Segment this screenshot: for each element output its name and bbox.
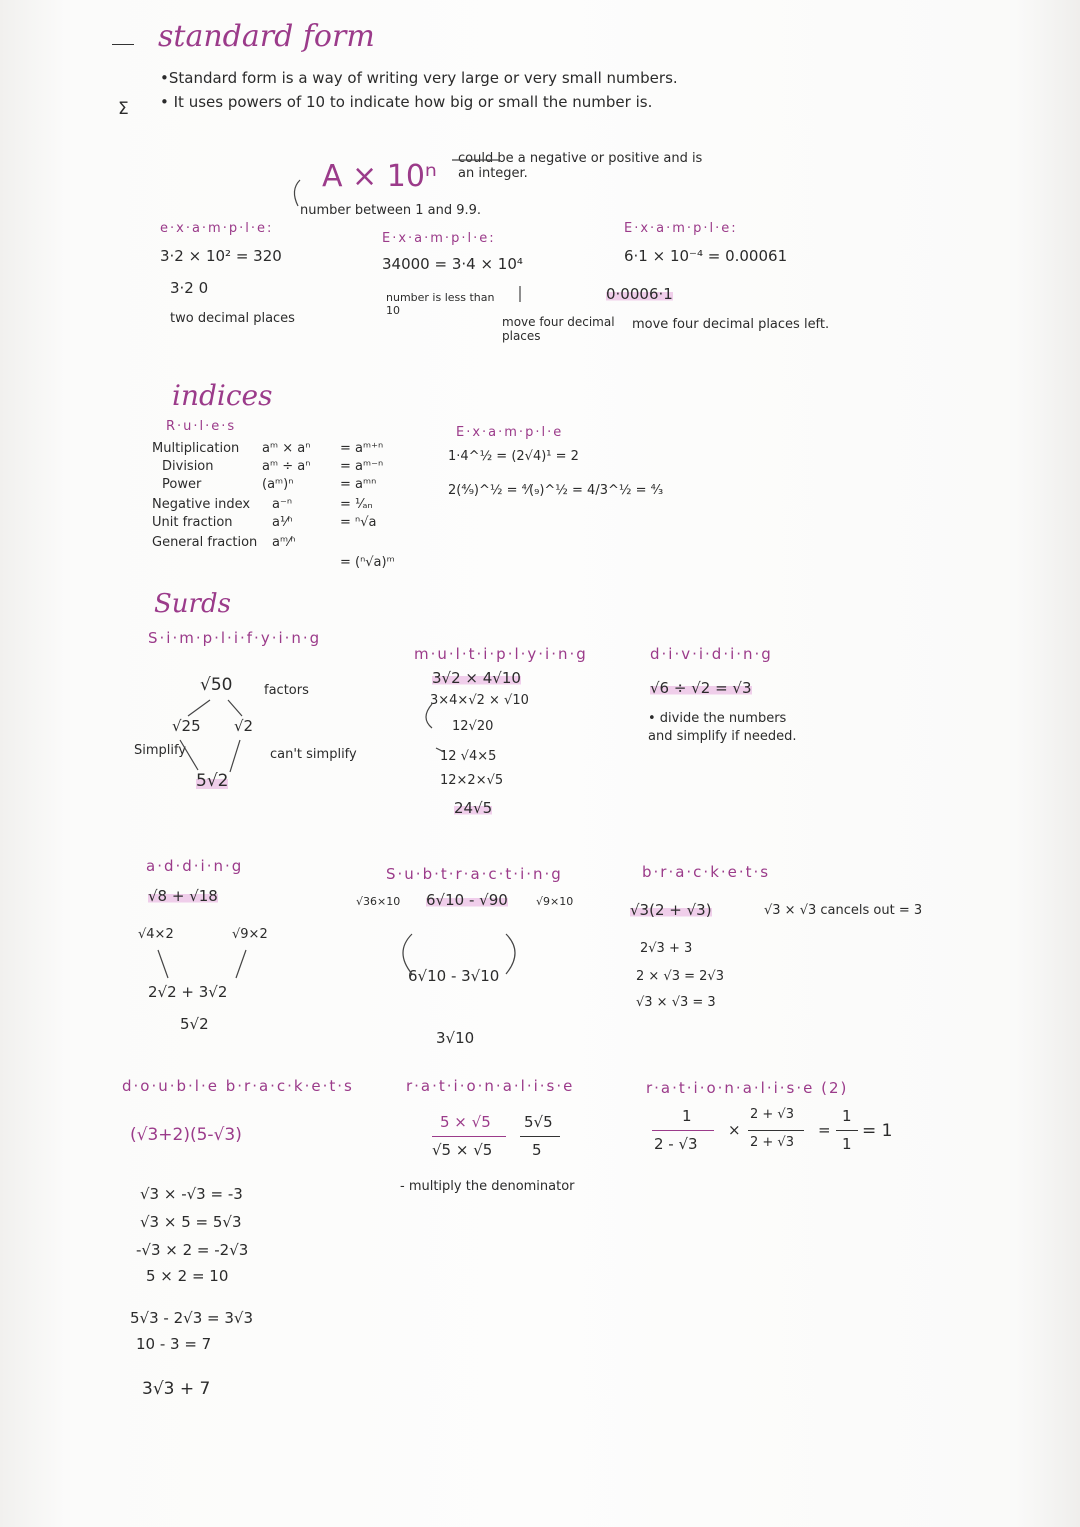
brackets-heading: b·r·a·c·k·e·t·s [642, 863, 771, 881]
multiplying-line: 12×2×√5 [440, 773, 504, 788]
rule-result: = aᵐ⁻ⁿ [340, 459, 384, 474]
rationalise-result-numerator: 5√5 [524, 1113, 553, 1131]
double-brackets-heading: d·o·u·b·l·e b·r·a·c·k·e·t·s [122, 1077, 354, 1095]
indices-example-line: 2(⁴⁄₉)^½ = ⁴⁄(₉)^½ = 4/3^½ = ⁴⁄₃ [448, 483, 664, 498]
adding-right: √9×2 [232, 927, 268, 942]
arrow-line [436, 748, 444, 752]
rule-result: = ¹⁄ₐₙ [340, 497, 373, 512]
branch-line [158, 950, 168, 978]
simplify-right: √2 [234, 717, 254, 735]
dividing-line: √6 ÷ √2 = √3 [650, 679, 752, 697]
double-brackets-step: √3 × -√3 = -3 [140, 1185, 243, 1203]
adding-heading: a·d·d·i·n·g [146, 857, 244, 875]
simplifying-heading: S·i·m·p·l·i·f·y·i·n·g [148, 629, 322, 647]
dividing-note: • divide the numbers [648, 711, 787, 726]
rule-result: = aᵐⁿ [340, 477, 377, 492]
section-title-surds: Surds [154, 589, 231, 619]
subtracting-line: 6√10 - √90 [426, 891, 508, 909]
branch-line [228, 700, 242, 716]
adding-answer: 5√2 [180, 1015, 209, 1033]
example-line: number is less than 10 [386, 291, 495, 317]
rules-heading: R·u·l·e·s [166, 419, 237, 434]
double-brackets-step: 5 × 2 = 10 [146, 1267, 229, 1285]
example-line: 3·2 × 10² = 320 [160, 247, 282, 265]
simplify-left: √25 [172, 717, 201, 735]
branch-line [230, 740, 240, 772]
rationalise-denominator: √5 × √5 [432, 1141, 493, 1159]
example-heading: E·x·a·m·p·l·e: [382, 231, 496, 246]
rationalise2-n3: 1 [842, 1107, 852, 1125]
brackets-step: 2 × √3 = 2√3 [636, 969, 724, 984]
double-brackets-answer: 3√3 + 7 [142, 1379, 211, 1399]
bracket-curve [506, 934, 515, 974]
bracket-curve [403, 934, 412, 974]
example-heading: e·x·a·m·p·l·e: [160, 221, 274, 236]
section-title-indices: indices [172, 379, 273, 412]
rationalise2-n2: 2 + √3 [750, 1107, 794, 1122]
double-brackets-combine: 10 - 3 = 7 [136, 1335, 212, 1353]
rationalise2-times: × [728, 1121, 741, 1139]
rule-expr: a⁻ⁿ [272, 497, 293, 512]
rule-result: = (ⁿ√a)ᵐ [340, 555, 395, 570]
branch-line [188, 700, 210, 716]
standard-form-formula: A × 10ⁿ [322, 159, 437, 194]
rule-name: General fraction [152, 535, 258, 550]
double-brackets-step: -√3 × 2 = -2√3 [136, 1241, 249, 1259]
rule-expr: aᵐ⁄ⁿ [272, 535, 296, 550]
formula-note-n: could be a negative or positive and is an integer. [458, 151, 703, 181]
dividing-heading: d·i·v·i·d·i·n·g [650, 645, 773, 663]
multiplying-heading: m·u·l·t·i·p·l·y·i·n·g [414, 645, 588, 663]
brackets-step: 2√3 + 3 [640, 941, 693, 956]
dividing-note: and simplify if needed. [648, 729, 797, 744]
rationalise-note: - multiply the denominator [400, 1179, 575, 1194]
subtracting-answer: 3√10 [436, 1029, 475, 1047]
example-line: 0·0006·1 [606, 285, 673, 303]
rationalise2-d2: 2 + √3 [750, 1135, 794, 1150]
bullet-text: • It uses powers of 10 to indicate how big or small the number is. [160, 93, 653, 111]
rationalise-numerator: 5 × √5 [440, 1113, 491, 1131]
brackets-line: √3(2 + √3) [630, 901, 712, 919]
margin-mark: Σ [118, 99, 129, 119]
arrow-line [294, 180, 300, 206]
rationalise2-n1: 1 [682, 1107, 692, 1125]
rule-name: Multiplication [152, 441, 240, 456]
arrow-line [426, 704, 432, 728]
branch-line [180, 740, 198, 770]
rationalise-heading: r·a·t·i·o·n·a·l·i·s·e [406, 1077, 575, 1095]
double-brackets-combine: 5√3 - 2√3 = 3√3 [130, 1309, 253, 1327]
rule-result: = ⁿ√a [340, 515, 377, 530]
example-line: 3·2 0 [170, 279, 209, 297]
adding-sum: 2√2 + 3√2 [148, 983, 228, 1001]
example-line: 34000 = 3·4 × 10⁴ [382, 255, 523, 273]
rule-expr: aᵐ × aⁿ [262, 441, 311, 456]
rule-expr: (aᵐ)ⁿ [262, 477, 294, 492]
rationalise2-d1: 2 - √3 [654, 1135, 698, 1153]
multiplying-line: 12√20 [452, 719, 494, 734]
example-line: move four decimal places [502, 315, 615, 343]
formula-note-a: number between 1 and 9.9. [300, 203, 482, 218]
rule-expr: aᵐ ÷ aⁿ [262, 459, 311, 474]
multiplying-line: 3×4×√2 × √10 [430, 693, 529, 708]
example-heading: E·x·a·m·p·l·e: [624, 221, 738, 236]
simplify-label: Simplify [134, 743, 187, 758]
subtracting-split-left: √36×10 [356, 895, 401, 908]
subtracting-sum: 6√10 - 3√10 [408, 967, 500, 985]
rationalise2-d3: 1 [842, 1135, 852, 1153]
rule-name: Unit fraction [152, 515, 233, 530]
subtracting-heading: S·u·b·t·r·a·c·t·i·n·g [386, 865, 563, 883]
brackets-step: √3 × √3 = 3 [636, 995, 716, 1010]
multiplying-line: 12 √4×5 [440, 749, 497, 764]
example-line: two decimal places [170, 311, 295, 326]
double-brackets-step: √3 × 5 = 5√3 [140, 1213, 242, 1231]
rule-name: Division [162, 459, 214, 474]
multiplying-line: 3√2 × 4√10 [432, 669, 521, 687]
equals-sign: = [818, 1121, 831, 1139]
section-title-standard-form: standard form [158, 19, 375, 54]
bullet-text: •Standard form is a way of writing very large or very small numbers. [160, 69, 678, 87]
rationalise2-heading: r·a·t·i·o·n·a·l·i·s·e (2) [646, 1079, 849, 1097]
adding-line: √8 + √18 [148, 887, 218, 905]
simplify-answer: 5√2 [196, 771, 229, 791]
branch-line [236, 950, 246, 978]
simplify-root: √50 [200, 675, 233, 695]
cant-simplify-label: can't simplify [270, 747, 357, 762]
rationalise-result-denominator: 5 [532, 1141, 542, 1159]
factors-label: factors [264, 683, 309, 698]
brackets-note: √3 × √3 cancels out = 3 [764, 903, 923, 918]
rule-expr: a¹⁄ⁿ [272, 515, 293, 530]
multiplying-answer: 24√5 [454, 799, 493, 817]
rule-name: Power [162, 477, 202, 492]
subtracting-split-right: √9×10 [536, 895, 574, 908]
rule-name: Negative index [152, 497, 251, 512]
example-line: move four decimal places left. [632, 317, 830, 332]
example-line: 6·1 × 10⁻⁴ = 0.00061 [624, 247, 788, 265]
indices-example-heading: E·x·a·m·p·l·e [456, 425, 564, 440]
adding-left: √4×2 [138, 927, 174, 942]
indices-example-line: 1·4^½ = (2√4)¹ = 2 [448, 449, 579, 464]
rule-result: = aᵐ⁺ⁿ [340, 441, 384, 456]
double-brackets-line: (√3+2)(5-√3) [130, 1125, 242, 1145]
rationalise2-result: = 1 [862, 1121, 893, 1141]
